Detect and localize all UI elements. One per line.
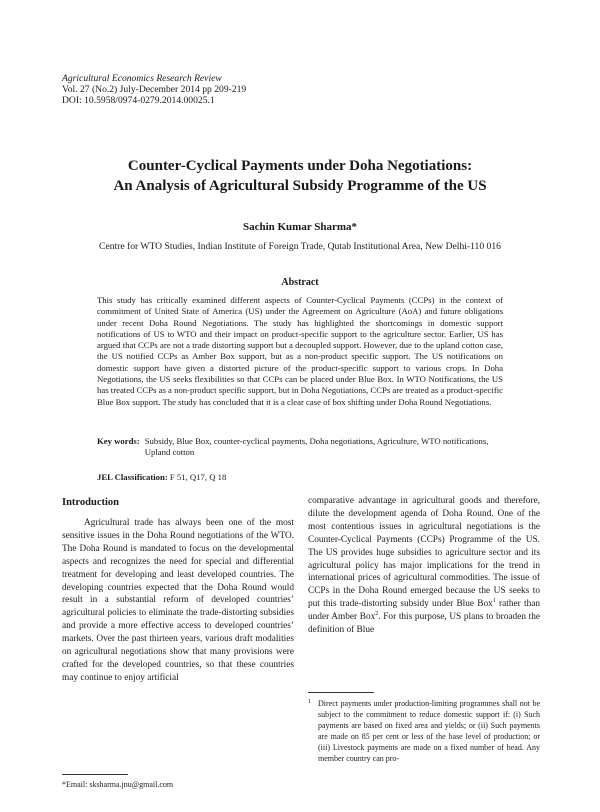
jel-label: JEL Classification: — [97, 472, 168, 482]
intro-paragraph: Agricultural trade has always been one of the most sensitive issues in the Doha Round negotiations of the WTO. The Doha Round is mandated to focus on the developmental aspects and recognizes the need for special and differential treatment for developing and least developed countries. The developing countries expected that the Doha Round would result in a substantial reform of developed countries’ agricultural policies to eliminate the trade-distorting subsidies and provide a more effective access to developed countries’ markets. Over the past thirteen years, various draft modalities on agricultural negotiations show that many provisions were crafted for the developed countries, so that these countries may continue to enjoy artificial — [62, 518, 294, 683]
footnote-divider-right — [308, 692, 374, 693]
volume-line: Vol. 27 (No.2) July-December 2014 pp 209-219 — [62, 84, 247, 96]
abstract-heading: Abstract — [281, 277, 319, 288]
left-column — [62, 517, 294, 685]
right-text-part-3: . For this purpose, US plans to broaden the definition of Blue — [308, 612, 540, 636]
right-text-part-1: comparative advantage in agricultural goods and therefore, dilute the development agenda of Doha Round. One of the most contentious issues in agricultural negotiations is the Counter-Cyclical Payments (CCPs) Programme of the US. The US provides huge subsidies to agriculture sector and its agricultural policy has major implications for the trend in international prices of agricultural commodities. The issue of CCPs in the Doha Round emerged because the US seeks to put this trade-distorting subsidy under Blue Box — [308, 496, 540, 610]
footnote-divider-left — [62, 774, 128, 775]
keywords-text: Subsidy, Blue Box, counter-cyclical payments, Doha negotiations, Agriculture, WTO notifications, Upland cotton — [144, 436, 489, 458]
keywords — [97, 436, 503, 459]
section-heading-introduction: Introduction — [62, 497, 119, 508]
footnote-ref-1[interactable]: 1 — [492, 598, 496, 605]
author-email-footnote: *Email: sksharma.jnu@gmail.com — [62, 780, 174, 789]
footnote-1 — [308, 697, 540, 764]
doi: DOI: 10.5958/0974-0279.2014.00025.1 — [62, 95, 215, 107]
jel-codes: F 51, Q17, Q 18 — [169, 472, 227, 482]
keywords-label: Key words: — [97, 436, 140, 446]
journal-header — [62, 73, 246, 107]
footnote-ref-2[interactable]: 2 — [375, 611, 379, 618]
paper-title — [40, 156, 560, 196]
abstract-text: This study has critically examined different aspects of Counter-Cyclical Payments (CCPs) in the context of commitment of United State of America (US) under the Agreement on Agriculture (AoA) and future obligations under recent Doha Round Negotiations. The study has highlighted the shortcomings in domestic support notifications of US to WTO and their impact on product-specific support to the agriculture sector. Earlier, US has argued that CCPs are not a trade distorting support but a decoupled support. However, due to the upland cotton case, the US notified CCPs as Amber Box support, but as a non-product specific support. The US notifications on domestic support have given a distorted picture of the product-specific support to various crops. In Doha Negotiations, the US seeks flexibilities so that CCPs can be placed under Blue Box. In WTO Notifications, the US has treated CCPs as a non-product specific support, but in Doha Negotiations, CCPs are treated as a product-specific Blue Box support. The study has concluded that it is a clear case of box shifting under Doha Round Negotiations. — [97, 295, 503, 407]
jel-classification — [97, 472, 503, 482]
right-text-part-2: rather than under Amber Box — [308, 599, 540, 623]
footnote-1-text: Direct payments under production-limiting programmes shall not be subject to the commitment to reduce domestic support if: (i) Such payments are based on fixed area and yields; or (ii) Such payments are made on 85 per cent or less of the base level of production; or (iii) Livestock payments are made on a fixed number of head. Any member country can pro- — [318, 699, 540, 763]
title-line-1: Counter-Cyclical Payments under Doha Negotiations: — [127, 158, 473, 174]
right-column-paragraph — [308, 495, 540, 637]
right-column — [308, 495, 540, 637]
title-line-2: An Analysis of Agricultural Subsidy Programme of the US — [113, 178, 487, 194]
footnote-mark: 1 — [308, 699, 311, 705]
journal-name: Agricultural Economics Research Review — [62, 73, 222, 84]
author-name: Sachin Kumar Sharma* — [242, 221, 358, 233]
author-affiliation: Centre for WTO Studies, Indian Institute of Foreign Trade, Qutab Institutional Area, New Delhi-110 016 — [99, 241, 501, 252]
